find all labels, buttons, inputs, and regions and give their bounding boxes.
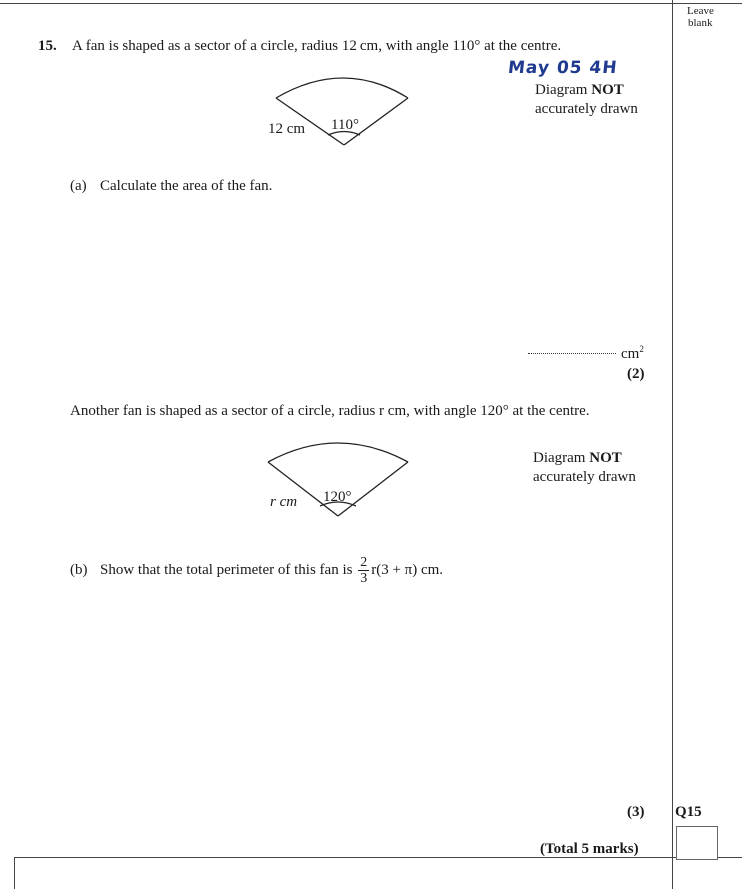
diagram-1-angle-label: 110° <box>331 117 359 133</box>
diagram-2-note-line-1: Diagram NOT <box>533 450 622 466</box>
fraction-two-thirds: $\frac{2}{3}$ <box>360 555 368 587</box>
blank-label: blank <box>688 17 713 29</box>
diagram-1-radius-label: 12 cm <box>268 121 306 137</box>
examiner-mark-box[interactable] <box>676 826 718 860</box>
diagram-1-note-line-1: Diagram NOT <box>535 82 624 98</box>
leave-label: Leave <box>687 5 714 17</box>
sector-diagram-2 <box>250 430 425 530</box>
diagram-1-note-line-2: accurately drawn <box>535 101 638 117</box>
total-marks: (Total 5 marks) <box>540 841 639 857</box>
sector-diagram-1 <box>256 60 426 165</box>
diagram-2-radius-label: r cm <box>270 494 298 510</box>
diagram-2-note-line-2: accurately drawn <box>533 469 636 485</box>
part-b-text: Show that the total perimeter of this fan is $\frac{2}{3}$ r(3 + π) cm. <box>100 555 444 587</box>
part-a-marks: (2) <box>627 366 645 382</box>
question-stem-2: Another fan is shaped as a sector of a circle, radius r cm, with angle 120° at the centre. <box>70 403 590 419</box>
diagram-2-angle-label: 120° <box>323 489 352 505</box>
margin-divider <box>672 0 673 889</box>
top-border <box>0 3 742 4</box>
margin-question-code: Q15 <box>675 804 702 820</box>
part-a-answer-unit: $cm^2$ <box>621 344 644 362</box>
handwritten-note: May 05 4H <box>506 58 619 78</box>
part-a-label: (a) <box>70 178 87 194</box>
left-border <box>14 857 15 889</box>
question-stem: A fan is shaped as a sector of a circle, radius 12 cm, with angle 110° at the centre. <box>72 38 562 54</box>
question-number: 15. <box>38 38 57 54</box>
part-a-text: Calculate the area of the fan. <box>100 178 273 194</box>
part-b-marks: (3) <box>627 804 645 820</box>
part-b-label: (b) <box>70 562 88 578</box>
part-a-answer-line[interactable] <box>528 352 616 354</box>
